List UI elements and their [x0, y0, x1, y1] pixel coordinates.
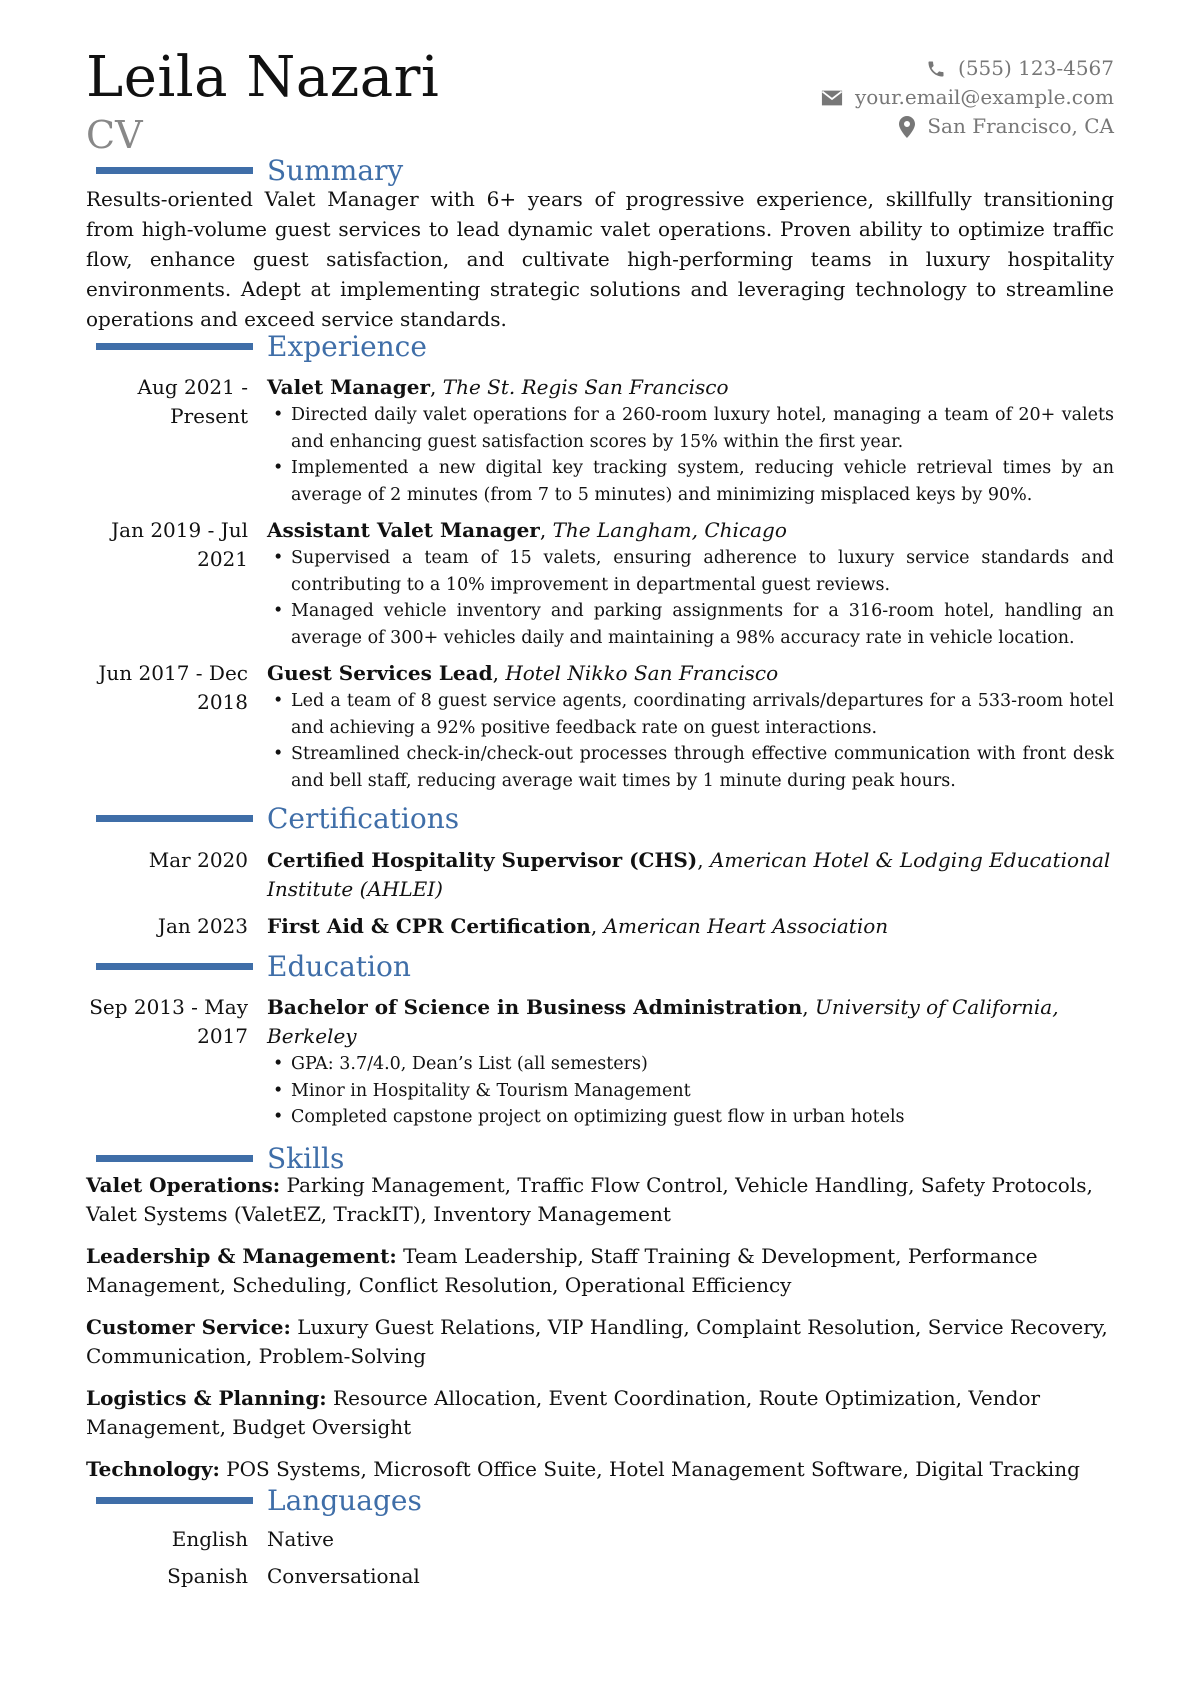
skill-category: Customer Service: [86, 1315, 291, 1339]
job-title: Guest Services Lead [267, 661, 493, 685]
section-title: Skills [267, 1142, 345, 1175]
document-label: CV [86, 113, 143, 157]
section-certifications [86, 802, 1114, 836]
certification-title: Certified Hospitality Supervisor (CHS) [267, 848, 698, 872]
bullet: • Managed vehicle inventory and parking assignments for a 316-room hotel, handling an average of 300+ vehicles daily and maintaining a 98% accuracy rate in vehicle location. [267, 598, 1114, 651]
entry-title-line: Bachelor of Science in Business Administration, University of California, Berkeley [267, 995, 1059, 1048]
phone-text[interactable]: (555) 123-4567 [958, 56, 1114, 80]
section-education [86, 950, 1114, 984]
bullet: • GPA: 3.7/4.0, Dean’s List (all semesters) [267, 1051, 1114, 1078]
section-languages [86, 1484, 1114, 1518]
section-title: Education [267, 950, 411, 983]
bullet: • Implemented a new digital key tracking system, reducing vehicle retrieval times by an average of 2 minutes (from 7 to 5 minutes) and minimizing misplaced keys by 90%. [267, 455, 1114, 508]
skill-items: Luxury Guest Relations, VIP Handling, Complaint Resolution, Service Recovery, Communication, Problem-Solving [86, 1315, 1108, 1368]
entry-date: Jan 2023 [157, 914, 248, 938]
language-name: Spanish [167, 1564, 248, 1588]
skill-group [86, 1242, 1114, 1300]
certification-title: First Aid & CPR Certification [267, 914, 591, 938]
entry-title-line: Guest Services Lead, Hotel Nikko San Francisco [267, 661, 779, 685]
skill-group [86, 1384, 1114, 1442]
bullet: • Supervised a team of 15 valets, ensuring adherence to luxury service standards and contributing to a 10% improvement in departmental guest reviews. [267, 545, 1114, 598]
location-text: San Francisco, CA [927, 114, 1114, 138]
section-bar [96, 815, 253, 822]
degree-title: Bachelor of Science in Business Administration [267, 995, 803, 1019]
section-title: Certifications [267, 802, 460, 835]
summary-text: Results-oriented Valet Manager with 6+ years of progressive experience, skillfully transitioning from high-volume guest services to lead dynamic valet operations. Proven ability to optimize traffic flow, enhance guest satisfaction, and cultivate high-performing teams in luxury hospitality environments. Adept at implementing strategic solutions and leveraging technology to streamline operations and exceed service standards. [86, 187, 1114, 331]
bullet: • Streamlined check-in/check-out processes through effective communication with front desk and bell staff, reducing average wait times by 1 minute during peak hours. [267, 741, 1114, 794]
language-row [86, 1562, 1114, 1591]
entry-title-line: First Aid & CPR Certification, American Heart Association [267, 914, 889, 938]
bullet: • Led a team of 8 guest service agents, coordinating arrivals/departures for a 533-room hotel and achieving a 92% positive feedback rate on guest interactions. [267, 688, 1114, 741]
resume-page [86, 0, 1114, 1683]
language-row [86, 1525, 1114, 1554]
employer: The Langham, Chicago [552, 518, 787, 542]
entry-date: Jun 2017 - Dec 2018 [98, 661, 248, 714]
section-title: Summary [267, 154, 404, 187]
section-bar [96, 1497, 253, 1504]
entry-date: Sep 2013 - May 2017 [89, 995, 248, 1048]
section-title: Languages [267, 1484, 422, 1517]
bullet: • Minor in Hospitality & Tourism Management [267, 1078, 1114, 1105]
issuer: American Heart Association [603, 914, 889, 938]
school: University of California, Berkeley [267, 995, 1059, 1048]
skill-items: Team Leadership, Staff Training & Development, Performance Management, Scheduling, Conflict Resolution, Operational Efficiency [86, 1244, 1038, 1297]
issuer: American Hotel & Lodging Educational Institute (AHLEI) [267, 848, 1111, 901]
section-summary [86, 154, 1114, 188]
entry-title-line: Valet Manager, The St. Regis San Francisco [267, 375, 729, 399]
entry-date: Mar 2020 [148, 848, 248, 872]
entry-title-line: Assistant Valet Manager, The Langham, Chicago [267, 518, 787, 542]
skill-items: Parking Management, Traffic Flow Control, Vehicle Handling, Safety Protocols, Valet Systems (ValetEZ, TrackIT), Inventory Management [86, 1173, 1093, 1226]
contact-block [821, 54, 1114, 141]
skill-items: Resource Allocation, Event Coordination, Route Optimization, Vendor Management, Budget Oversight [86, 1386, 1041, 1439]
candidate-name: Leila Nazari [86, 45, 440, 110]
section-bar [96, 1155, 253, 1162]
language-level: Native [267, 1527, 334, 1551]
skill-group [86, 1171, 1114, 1229]
contact-location [821, 112, 1114, 141]
section-experience [86, 330, 1114, 364]
skill-category: Technology: [86, 1457, 220, 1481]
contact-email [821, 83, 1114, 112]
skill-group [86, 1455, 1114, 1484]
skill-category: Logistics & Planning: [86, 1386, 327, 1410]
language-level: Conversational [267, 1564, 420, 1588]
skill-group [86, 1313, 1114, 1371]
entry-date: Aug 2021 - Present [137, 375, 248, 428]
section-title: Experience [267, 330, 427, 363]
skill-category: Leadership & Management: [86, 1244, 397, 1268]
bullet: • Directed daily valet operations for a 260-room luxury hotel, managing a team of 20+ valets and enhancing guest satisfaction scores by 15% within the first year. [267, 402, 1114, 455]
section-bar [96, 167, 253, 174]
envelope-icon [821, 89, 843, 107]
employer: The St. Regis San Francisco [442, 375, 729, 399]
employer: Hotel Nikko San Francisco [505, 661, 779, 685]
contact-phone [821, 54, 1114, 83]
section-bar [96, 343, 253, 350]
entry-date: Jan 2019 - Jul 2021 [111, 518, 248, 571]
skill-category: Valet Operations: [86, 1173, 281, 1197]
map-pin-icon [899, 116, 915, 138]
job-title: Assistant Valet Manager [267, 518, 540, 542]
section-bar [96, 963, 253, 970]
job-title: Valet Manager [267, 375, 431, 399]
language-name: English [171, 1527, 248, 1551]
skill-items: POS Systems, Microsoft Office Suite, Hotel Management Software, Digital Tracking [226, 1457, 1080, 1481]
phone-icon [926, 59, 946, 79]
bullet: • Completed capstone project on optimizing guest flow in urban hotels [267, 1104, 1114, 1131]
email-text[interactable]: your.email@example.com [854, 85, 1114, 109]
entry-title-line: Certified Hospitality Supervisor (CHS), American Hotel & Lodging Educational Institute (AHLEI) [267, 848, 1111, 901]
